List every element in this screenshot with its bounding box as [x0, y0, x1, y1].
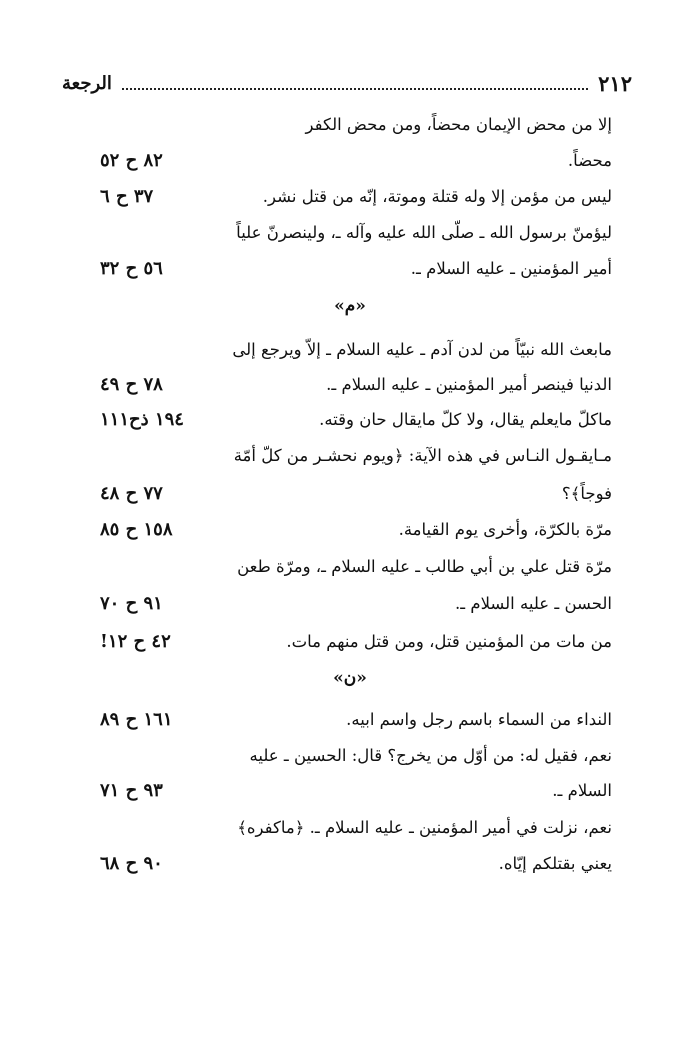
text-line: السلام ـ. [552, 781, 612, 800]
text-line: النداء من السماء باسم رجل واسم ابيه. [346, 710, 612, 729]
text-line: ليؤمنّ برسول الله ـ صلّى الله عليه وآله ـ، ولينصرنّ علياً [236, 223, 612, 242]
header-dotted-rule [122, 76, 588, 90]
text-line: أمير المؤمنين ـ عليه السلام ـ. [410, 259, 612, 278]
section-heading-noon: «ن» [333, 668, 367, 688]
text-line: مـايقـول النـاس في هذه الآية: ﴿ويوم نحشـر من كلّ أمّة [233, 446, 612, 465]
text-line: مرّة بالكرّة، وأخرى يوم القيامة. [398, 520, 612, 539]
reference-number: ٨٢ ح ٥٢ [100, 150, 163, 171]
reference-number: ٩٣ ح ٧١ [100, 780, 163, 801]
text-line: فوجاً﴾؟ [561, 484, 612, 503]
reference-number: ٤٢ ح ١٢! [100, 631, 171, 652]
reference-number: ٩١ ح ٧٠ [100, 593, 163, 614]
text-line: الدنيا فينصر أمير المؤمنين ـ عليه السلام ـ. [326, 375, 612, 394]
text-line: محضاً. [567, 151, 612, 170]
page-number: ٢١٢ [598, 70, 632, 96]
running-title: الرجعة [62, 72, 112, 94]
text-line: مرّة قتل علي بن أبي طالب ـ عليه السلام ـ، ومرّة طعن [237, 557, 612, 576]
text-line: يعني بقتلكم إيّاه. [498, 854, 612, 873]
text-line: مابعث الله نبيّاً من لدن آدم ـ عليه السلام ـ إلاّ ويرجع إلى [232, 340, 612, 359]
text-line: إلا من محض الإيمان محضاً، ومن محض الكفر [305, 115, 612, 134]
text-line: نعم، نزلت في أمير المؤمنين ـ عليه السلام ـ. ﴿ماكفره﴾ [237, 818, 612, 837]
text-line: نعم، فقيل له: من أوّل من يخرج؟ قال: الحسين ـ عليه [249, 746, 612, 765]
reference-number: ٧٨ ح ٤٩ [100, 374, 163, 395]
reference-number: ٣٧ ح ٦ [100, 186, 154, 207]
reference-number: ٧٧ ح ٤٨ [100, 483, 163, 504]
section-heading-meem: «م» [334, 296, 366, 316]
text-line: ليس من مؤمن إلا وله قتلة وموتة، إنّه من قتل نشر. [262, 187, 612, 206]
text-line: من مات من المؤمنين قتل، ومن قتل منهم مات. [286, 632, 612, 651]
page-header [62, 68, 632, 98]
text-line: الحسن ـ عليه السلام ـ. [455, 594, 612, 613]
reference-number: ١٥٨ ح ٨٥ [100, 519, 173, 540]
reference-number: ٩٠ ح ٦٨ [100, 853, 163, 874]
reference-number: ٥٦ ح ٣٢ [100, 258, 163, 279]
reference-number: ١٦١ ح ٨٩ [100, 709, 173, 730]
text-line: ماكلّ مايعلم يقال، ولا كلّ مايقال حان وقته. [319, 410, 612, 429]
reference-number: ١٩٤ ذح١١١ [100, 409, 184, 430]
